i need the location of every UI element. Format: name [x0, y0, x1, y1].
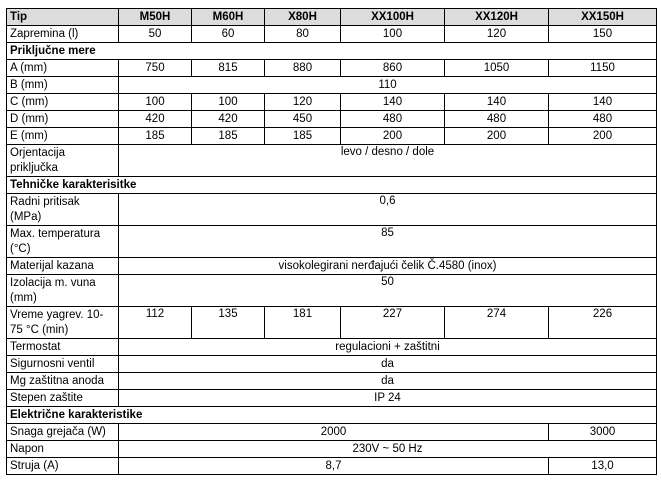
cell-value: 274	[445, 307, 549, 339]
section-row	[7, 407, 657, 424]
cell-value: 150	[549, 26, 657, 43]
row-label	[7, 145, 119, 177]
row-label-line: Vreme yagrev. 10-	[10, 308, 104, 321]
cell-value: 85	[119, 226, 657, 258]
row-label-line: Orjentacija	[10, 146, 65, 159]
cell-value: 420	[192, 111, 265, 128]
row-label: E (mm)	[7, 128, 119, 145]
row-struja	[7, 458, 657, 475]
cell-value: 135	[192, 307, 265, 339]
section-title-prikljucne-mere: Priključne mere	[7, 43, 657, 60]
cell-value: levo / desno / dole	[119, 145, 657, 177]
row-c	[7, 94, 657, 111]
row-label	[7, 275, 119, 307]
row-label: C (mm)	[7, 94, 119, 111]
row-label-line: (°C)	[10, 242, 31, 255]
cell-value: 880	[265, 60, 341, 77]
section-row	[7, 43, 657, 60]
row-label: D (mm)	[7, 111, 119, 128]
row-label: Struja (A)	[7, 458, 119, 475]
cell-value: 50	[119, 275, 657, 307]
row-vreme	[7, 307, 657, 339]
row-label: Snaga grejača (W)	[7, 424, 119, 441]
section-row	[7, 177, 657, 194]
cell-value: 480	[341, 111, 445, 128]
header-model: X80H	[265, 9, 341, 26]
row-label: Materijal kazana	[7, 258, 119, 275]
cell-value: 120	[265, 94, 341, 111]
cell-value: 230V ~ 50 Hz	[119, 441, 657, 458]
row-label: Stepen zaštite	[7, 390, 119, 407]
cell-value: 60	[192, 26, 265, 43]
row-label: A (mm)	[7, 60, 119, 77]
cell-value: 1050	[445, 60, 549, 77]
row-label	[7, 307, 119, 339]
cell-value: IP 24	[119, 390, 657, 407]
cell-value: 420	[119, 111, 192, 128]
row-e	[7, 128, 657, 145]
row-temperatura	[7, 226, 657, 258]
header-label: Tip	[7, 9, 119, 26]
cell-value: 140	[341, 94, 445, 111]
row-label-line: priključka	[10, 161, 58, 174]
cell-value: 13,0	[549, 458, 657, 475]
row-label	[7, 226, 119, 258]
cell-value: visokolegirani nerđajući čelik Č.4580 (inox)	[119, 258, 657, 275]
cell-value: 815	[192, 60, 265, 77]
cell-value: 450	[265, 111, 341, 128]
cell-value: 0,6	[119, 194, 657, 226]
cell-value: 860	[341, 60, 445, 77]
cell-value: 3000	[549, 424, 657, 441]
cell-value: 8,7	[119, 458, 549, 475]
cell-value: 112	[119, 307, 192, 339]
row-label: Mg zaštitna anoda	[7, 373, 119, 390]
row-snaga	[7, 424, 657, 441]
cell-value: 140	[445, 94, 549, 111]
row-label-line: (MPa)	[10, 210, 42, 223]
section-title-tehnicke: Tehničke karakterisitke	[7, 177, 657, 194]
row-pritisak	[7, 194, 657, 226]
cell-value: 750	[119, 60, 192, 77]
cell-value: 100	[192, 94, 265, 111]
row-d	[7, 111, 657, 128]
row-label: Napon	[7, 441, 119, 458]
cell-value: 50	[119, 26, 192, 43]
row-ventil	[7, 356, 657, 373]
row-label-line: Max. temperatura	[10, 227, 101, 240]
header-model: M60H	[192, 9, 265, 26]
cell-value: 480	[549, 111, 657, 128]
cell-value: 140	[549, 94, 657, 111]
header-model: XX120H	[445, 9, 549, 26]
row-label-line: Izolacija m. vuna	[10, 276, 96, 289]
header-model: XX100H	[341, 9, 445, 26]
cell-value: 181	[265, 307, 341, 339]
row-label: Zapremina (l)	[7, 26, 119, 43]
row-label: Termostat	[7, 339, 119, 356]
row-label	[7, 194, 119, 226]
row-anoda	[7, 373, 657, 390]
row-label: Sigurnosni ventil	[7, 356, 119, 373]
row-zapremina	[7, 26, 657, 43]
row-napon	[7, 441, 657, 458]
cell-value: 1150	[549, 60, 657, 77]
row-izolacija	[7, 275, 657, 307]
cell-value: 200	[445, 128, 549, 145]
row-label: B (mm)	[7, 77, 119, 94]
cell-value: 480	[445, 111, 549, 128]
cell-value: da	[119, 356, 657, 373]
row-zastita	[7, 390, 657, 407]
cell-value: 100	[341, 26, 445, 43]
row-termostat	[7, 339, 657, 356]
cell-value: 110	[119, 77, 657, 94]
spec-table	[6, 8, 657, 475]
row-a	[7, 60, 657, 77]
cell-value: 2000	[119, 424, 549, 441]
cell-value: 227	[341, 307, 445, 339]
row-label-line: 75 °C (min)	[10, 323, 69, 336]
cell-value: 185	[265, 128, 341, 145]
cell-value: 226	[549, 307, 657, 339]
cell-value: regulacioni + zaštitni	[119, 339, 657, 356]
row-orijentacija	[7, 145, 657, 177]
cell-value: 80	[265, 26, 341, 43]
header-model: XX150H	[549, 9, 657, 26]
cell-value: 185	[119, 128, 192, 145]
header-model: M50H	[119, 9, 192, 26]
cell-value: 185	[192, 128, 265, 145]
row-label-line: Radni pritisak	[10, 195, 80, 208]
header-row	[7, 9, 657, 26]
cell-value: 120	[445, 26, 549, 43]
cell-value: da	[119, 373, 657, 390]
row-materijal	[7, 258, 657, 275]
row-label-line: (mm)	[10, 291, 37, 304]
section-title-elektricne: Električne karakteristike	[7, 407, 657, 424]
cell-value: 200	[549, 128, 657, 145]
cell-value: 200	[341, 128, 445, 145]
cell-value: 100	[119, 94, 192, 111]
row-b	[7, 77, 657, 94]
